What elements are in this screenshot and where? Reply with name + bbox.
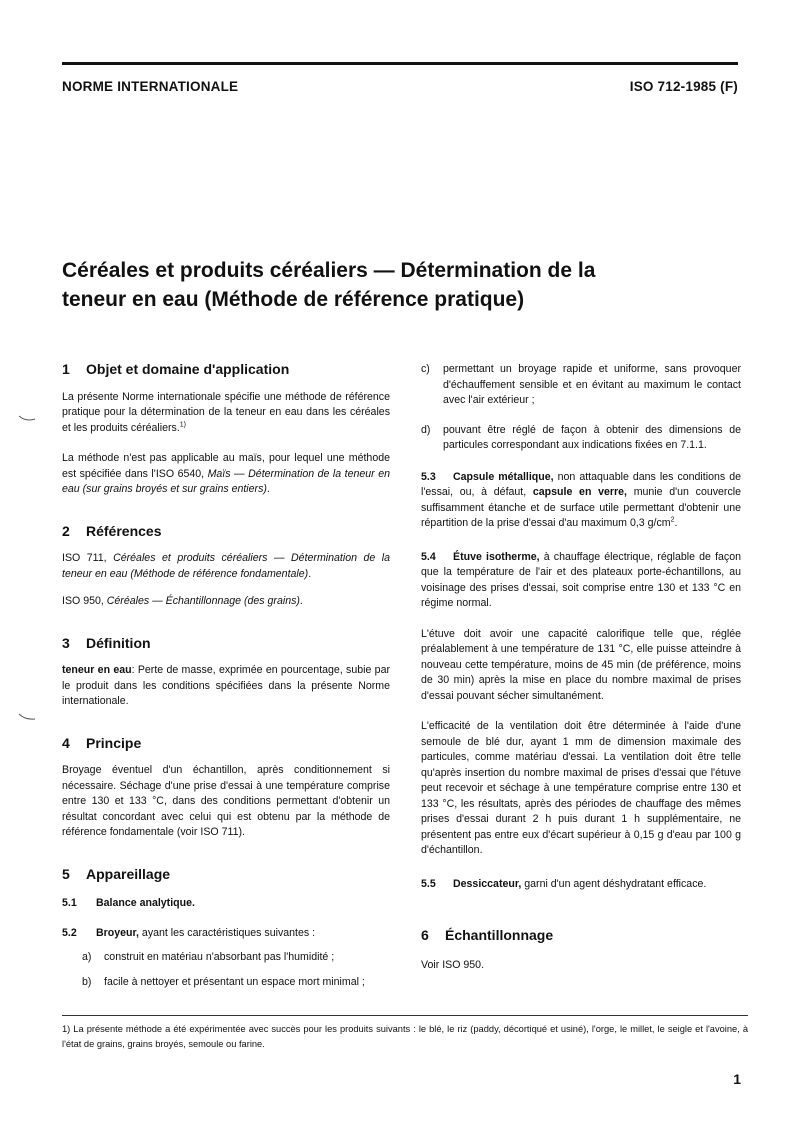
paragraph-text: . xyxy=(308,567,312,580)
list-item-text: facile à nettoyer et présentant un espace mort minimal ; xyxy=(104,975,365,988)
list-item xyxy=(62,975,390,991)
subsection-label: Broyeur, xyxy=(96,926,139,939)
section-number: 1 xyxy=(62,361,70,377)
title-line-2: teneur en eau (Méthode de référence pratique) xyxy=(62,288,525,311)
paragraph-text: garni d'un agent déshydratant efficace. xyxy=(521,877,707,890)
section-title: Échantillonnage xyxy=(445,927,554,943)
subsection-number: 5.3 xyxy=(421,470,436,483)
subsection-5-4-paragraph-3: L'efficacité de la ventilation doit être déterminée à l'aide d'une semoule de blé dur, ayant 1 mm de dimension maximale des particules, comme matériau d'essai. La ventilation doit être telle qu'après insertion du nombre maximal de prises d'essai que l'étuve peut recevoir et séchage à une température comprise entre 130 et 133 °C, les résultats, après des périodes de chauffage des mêmes prises d'essai durant 2 h puis durant 1 h supplémentaire, ne présentent pas entre eux d'écart supérieur à 0,15 g d'eau par 100 g d'échantillon. xyxy=(421,720,741,856)
section-1-heading xyxy=(62,362,390,378)
section-3-heading xyxy=(62,636,390,652)
subsection-label: Capsule métallique, xyxy=(453,470,554,483)
section-title: Appareillage xyxy=(86,865,171,882)
margin-mark xyxy=(18,712,36,722)
footnote: 1) La présente méthode a été expérimentée avec succès pour les produits suivants : le blé, le riz (paddy, décortiqué et usiné), l'orge, le millet, le seigle et l'avoine, à l'état de grains, grains broyés, semoule ou farine. xyxy=(62,1015,748,1052)
subsection-label: Balance analytique. xyxy=(96,897,195,909)
subsection-label: Étuve isotherme, xyxy=(453,550,540,563)
paragraph-text: La méthode n'est pas applicable au maïs, pour lequel une méthode est spécifiée dans l'ISO 6540, xyxy=(62,452,390,480)
subsection-5-4-paragraph-2: L'étuve doit avoir une capacité calorifique telle que, réglée préalablement à une température de 131 °C, elle puisse atteindre à nouveau cette température, moins de 45 min (de préférence, moins de 30 min) après la mise en place du nombre maximal de prises d'essai pouvant sécher simultanément. xyxy=(421,627,741,702)
list-item-text: pouvant être réglé de façon à obtenir des dimensions de particules correspondant aux indications fixées en 7.1.1. xyxy=(443,423,741,451)
right-column xyxy=(421,362,741,973)
paragraph-text: non attaquable dans les conditions de l'essai, ou, à défaut, xyxy=(421,470,741,498)
list-item-label: d) xyxy=(421,423,431,436)
title-line-1: Céréales et produits céréaliers — Détermination de la xyxy=(62,259,596,282)
section-title: Références xyxy=(86,522,162,539)
section-number: 6 xyxy=(421,927,429,943)
list-item xyxy=(421,423,741,454)
footnote-ref: 1) xyxy=(179,420,186,428)
paragraph-text: . xyxy=(299,595,303,607)
list-item xyxy=(421,362,741,409)
subsection-number: 5.2 xyxy=(62,926,77,939)
section-2-heading xyxy=(62,524,390,540)
definition xyxy=(62,663,390,710)
paragraph-text: . xyxy=(266,483,270,495)
reference-item xyxy=(62,551,390,582)
subsection-5-1 xyxy=(62,896,390,912)
section-title: Définition xyxy=(86,634,151,651)
document-title xyxy=(62,256,702,314)
subsection-5-3 xyxy=(421,470,741,532)
section-6-paragraph: Voir ISO 950. xyxy=(421,958,485,971)
definition-text: : Perte de masse, exprimée en pourcentage, subie par le produit dans les conditions spécifiées dans la présente Norme internationale. xyxy=(62,664,390,707)
subsection-label: capsule en verre, xyxy=(532,486,627,498)
section-number: 3 xyxy=(62,634,70,651)
paragraph-text: ayant les caractéristiques suivantes : xyxy=(138,926,316,939)
subsection-label: Dessiccateur, xyxy=(453,877,522,890)
list-item-label: a) xyxy=(82,951,92,963)
subsection-5-4 xyxy=(421,550,741,612)
list-item xyxy=(62,950,390,966)
reference-id: ISO 950, xyxy=(62,595,107,607)
section-1-paragraph-2 xyxy=(62,451,390,498)
section-4-paragraph: Broyage éventuel d'un échantillon, après conditionnement si nécessaire. Séchage d'une prise d'essai à une température comprise entre 130 et 133 °C, dans des conditions permettant d'obtenir un résultat concordant avec celui qui est obtenu par la méthode de référence fondamentale (voir ISO 711). xyxy=(62,764,390,838)
list-item-text: construit en matériau n'absorbant pas l'humidité ; xyxy=(104,951,335,963)
subsection-number: 5.5 xyxy=(421,877,436,890)
subsection-5-5 xyxy=(421,877,741,893)
header-standard-type: NORME INTERNATIONALE xyxy=(62,79,239,94)
reference-title: Céréales — Échantillonnage (des grains) xyxy=(106,595,300,607)
margin-mark xyxy=(18,413,36,423)
reference-item xyxy=(62,594,390,610)
list-item-text: permettant un broyage rapide et uniforme, sans provoquer d'échauffement sensible et en évitant au maximum le contact avec l'air extérieur ; xyxy=(443,363,741,406)
section-number: 5 xyxy=(62,865,70,882)
list-item-label: b) xyxy=(82,975,92,988)
paragraph-text: munie d'un couvercle suffisamment étanche et de surface utile permettant d'obtenir une répartition de la prise d'essai d'au maximum 0,3 g/cm xyxy=(421,486,741,529)
subsection-number: 5.1 xyxy=(62,897,77,909)
section-4-heading xyxy=(62,736,390,752)
page-header xyxy=(62,62,738,94)
reference-id: ISO 711, xyxy=(62,552,114,564)
section-title: Principe xyxy=(86,734,142,751)
paragraph-text: à chauffage électrique, réglable de façon que la température de l'air et des plateaux porte-échantillons, au voisinage des prises d'essai, soit comprise entre 130 et 133 °C en régime normal. xyxy=(421,550,741,609)
left-column xyxy=(62,362,390,990)
header-standard-id: ISO 712-1985 (F) xyxy=(629,79,738,94)
subsection-5-2 xyxy=(62,926,390,942)
list-item-label: c) xyxy=(421,363,430,375)
section-1-paragraph-1 xyxy=(62,390,390,437)
paragraph-text: La présente Norme internationale spécifie une méthode de référence pratique pour la détermination de la teneur en eau dans les céréales et les produits céréaliers. xyxy=(62,390,390,434)
cited-title: Maïs — Détermination de la teneur en eau (sur grains broyés et sur grains entiers) xyxy=(62,467,390,495)
reference-title: Céréales et produits céréaliers — Détermination de la teneur en eau (Méthode de référence fondamentale) xyxy=(62,552,391,580)
paragraph-text: . xyxy=(674,517,678,529)
section-number: 4 xyxy=(62,734,70,751)
section-title: Objet et domaine d'application xyxy=(86,361,290,377)
defined-term: teneur en eau xyxy=(62,664,132,676)
page-number: 1 xyxy=(733,1071,741,1087)
superscript: 2 xyxy=(670,516,675,524)
section-6-heading xyxy=(421,928,741,944)
section-5-heading xyxy=(62,867,390,883)
section-number: 2 xyxy=(62,522,70,539)
subsection-number: 5.4 xyxy=(421,550,436,563)
